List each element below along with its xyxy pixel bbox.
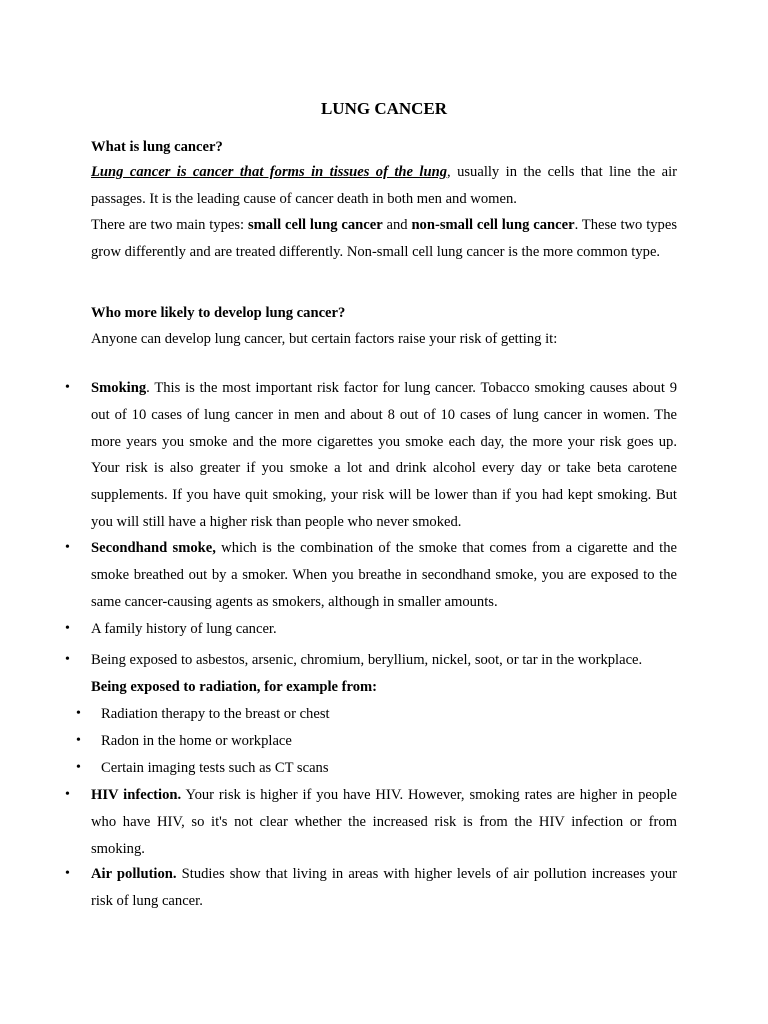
radiation-heading: [91, 674, 677, 701]
type-nonsmall: non-small cell lung cancer: [411, 217, 575, 233]
bullet-icon: •: [65, 540, 70, 555]
bullet-icon: •: [65, 621, 70, 636]
types-paragraph: [91, 212, 677, 266]
page-title: LUNG CANCER: [320, 99, 448, 118]
secondhand-label: Secondhand smoke,: [91, 540, 216, 556]
list-item-hiv: [91, 782, 677, 862]
types-and: and: [382, 217, 412, 233]
list-item-air: [91, 861, 677, 915]
lead-phrase: Lung cancer is cancer that forms in tissues of the lung: [91, 164, 448, 180]
air-label: Air pollution.: [91, 866, 177, 882]
list-item-radiation: Radon in the home or workplace: [101, 733, 292, 749]
who-text: Anyone can develop lung cancer, but certain factors raise your risk of getting it:: [91, 331, 558, 347]
who-heading: Who more likely to develop lung cancer?: [91, 305, 346, 321]
radiation-heading-text: Being exposed to radiation, for example from:: [91, 679, 378, 695]
bullet-icon: •: [65, 787, 70, 802]
types-pre: There are two main types:: [91, 217, 248, 233]
smoking-label: Smoking: [91, 380, 147, 396]
list-item-smoking: [91, 375, 677, 536]
type-small: small cell lung cancer: [247, 217, 383, 233]
list-item-radiation: Radiation therapy to the breast or chest: [101, 706, 330, 722]
list-item-secondhand: [91, 535, 677, 615]
bullet-icon: •: [65, 652, 70, 667]
bullet-icon: •: [76, 760, 81, 775]
air-text: Studies show that living in areas with higher levels of air pollution increases your risk of lung cancer.: [91, 866, 677, 909]
hiv-text: Your risk is higher if you have HIV. However, smoking rates are higher in people who have HIV, so it's not clear whether the increased risk is from the HIV infection or from smoking.: [91, 787, 678, 857]
secondhand-text: which is the combination of the smoke that comes from a cigarette and the smoke breathed out by a smoker. When you breathe in secondhand smoke, you are exposed to the same cancer-causing agents as smokers, although in smaller amounts.: [91, 540, 677, 610]
lead-rest: , usually in the cells that line the air passages. It is the leading cause of cancer death in both men and women.: [91, 164, 678, 207]
what-heading: What is lung cancer?: [91, 139, 223, 155]
list-item-family: A family history of lung cancer.: [91, 621, 277, 637]
bullet-icon: •: [65, 866, 70, 881]
bullet-icon: •: [76, 733, 81, 748]
smoking-text: . This is the most important risk factor for lung cancer. Tobacco smoking causes about 9 out of 10 cases of lung cancer in men and about 8 out of 10 cases of lung cancer in women. The more years you smoke and the more cigarettes you smoke each day, the more your risk goes up. Your risk is also greater if you smoke a lot and drink alcohol every day or take beta carotene supplements. If you have quit smoking, your risk will be lower than if you had kept smoking. But you will still have a higher risk than people who never smoked.: [91, 380, 677, 530]
bullet-icon: •: [65, 380, 70, 395]
types-post: . These two types grow differently and are treated differently. Non-small cell lung cancer is the more common type.: [91, 217, 677, 260]
bullet-icon: •: [76, 706, 81, 721]
list-item-exposed: Being exposed to asbestos, arsenic, chromium, beryllium, nickel, soot, or tar in the workplace.: [91, 652, 643, 668]
definition-paragraph: [91, 159, 677, 213]
list-item-radiation: Certain imaging tests such as CT scans: [101, 760, 329, 776]
hiv-label: HIV infection.: [91, 787, 182, 803]
